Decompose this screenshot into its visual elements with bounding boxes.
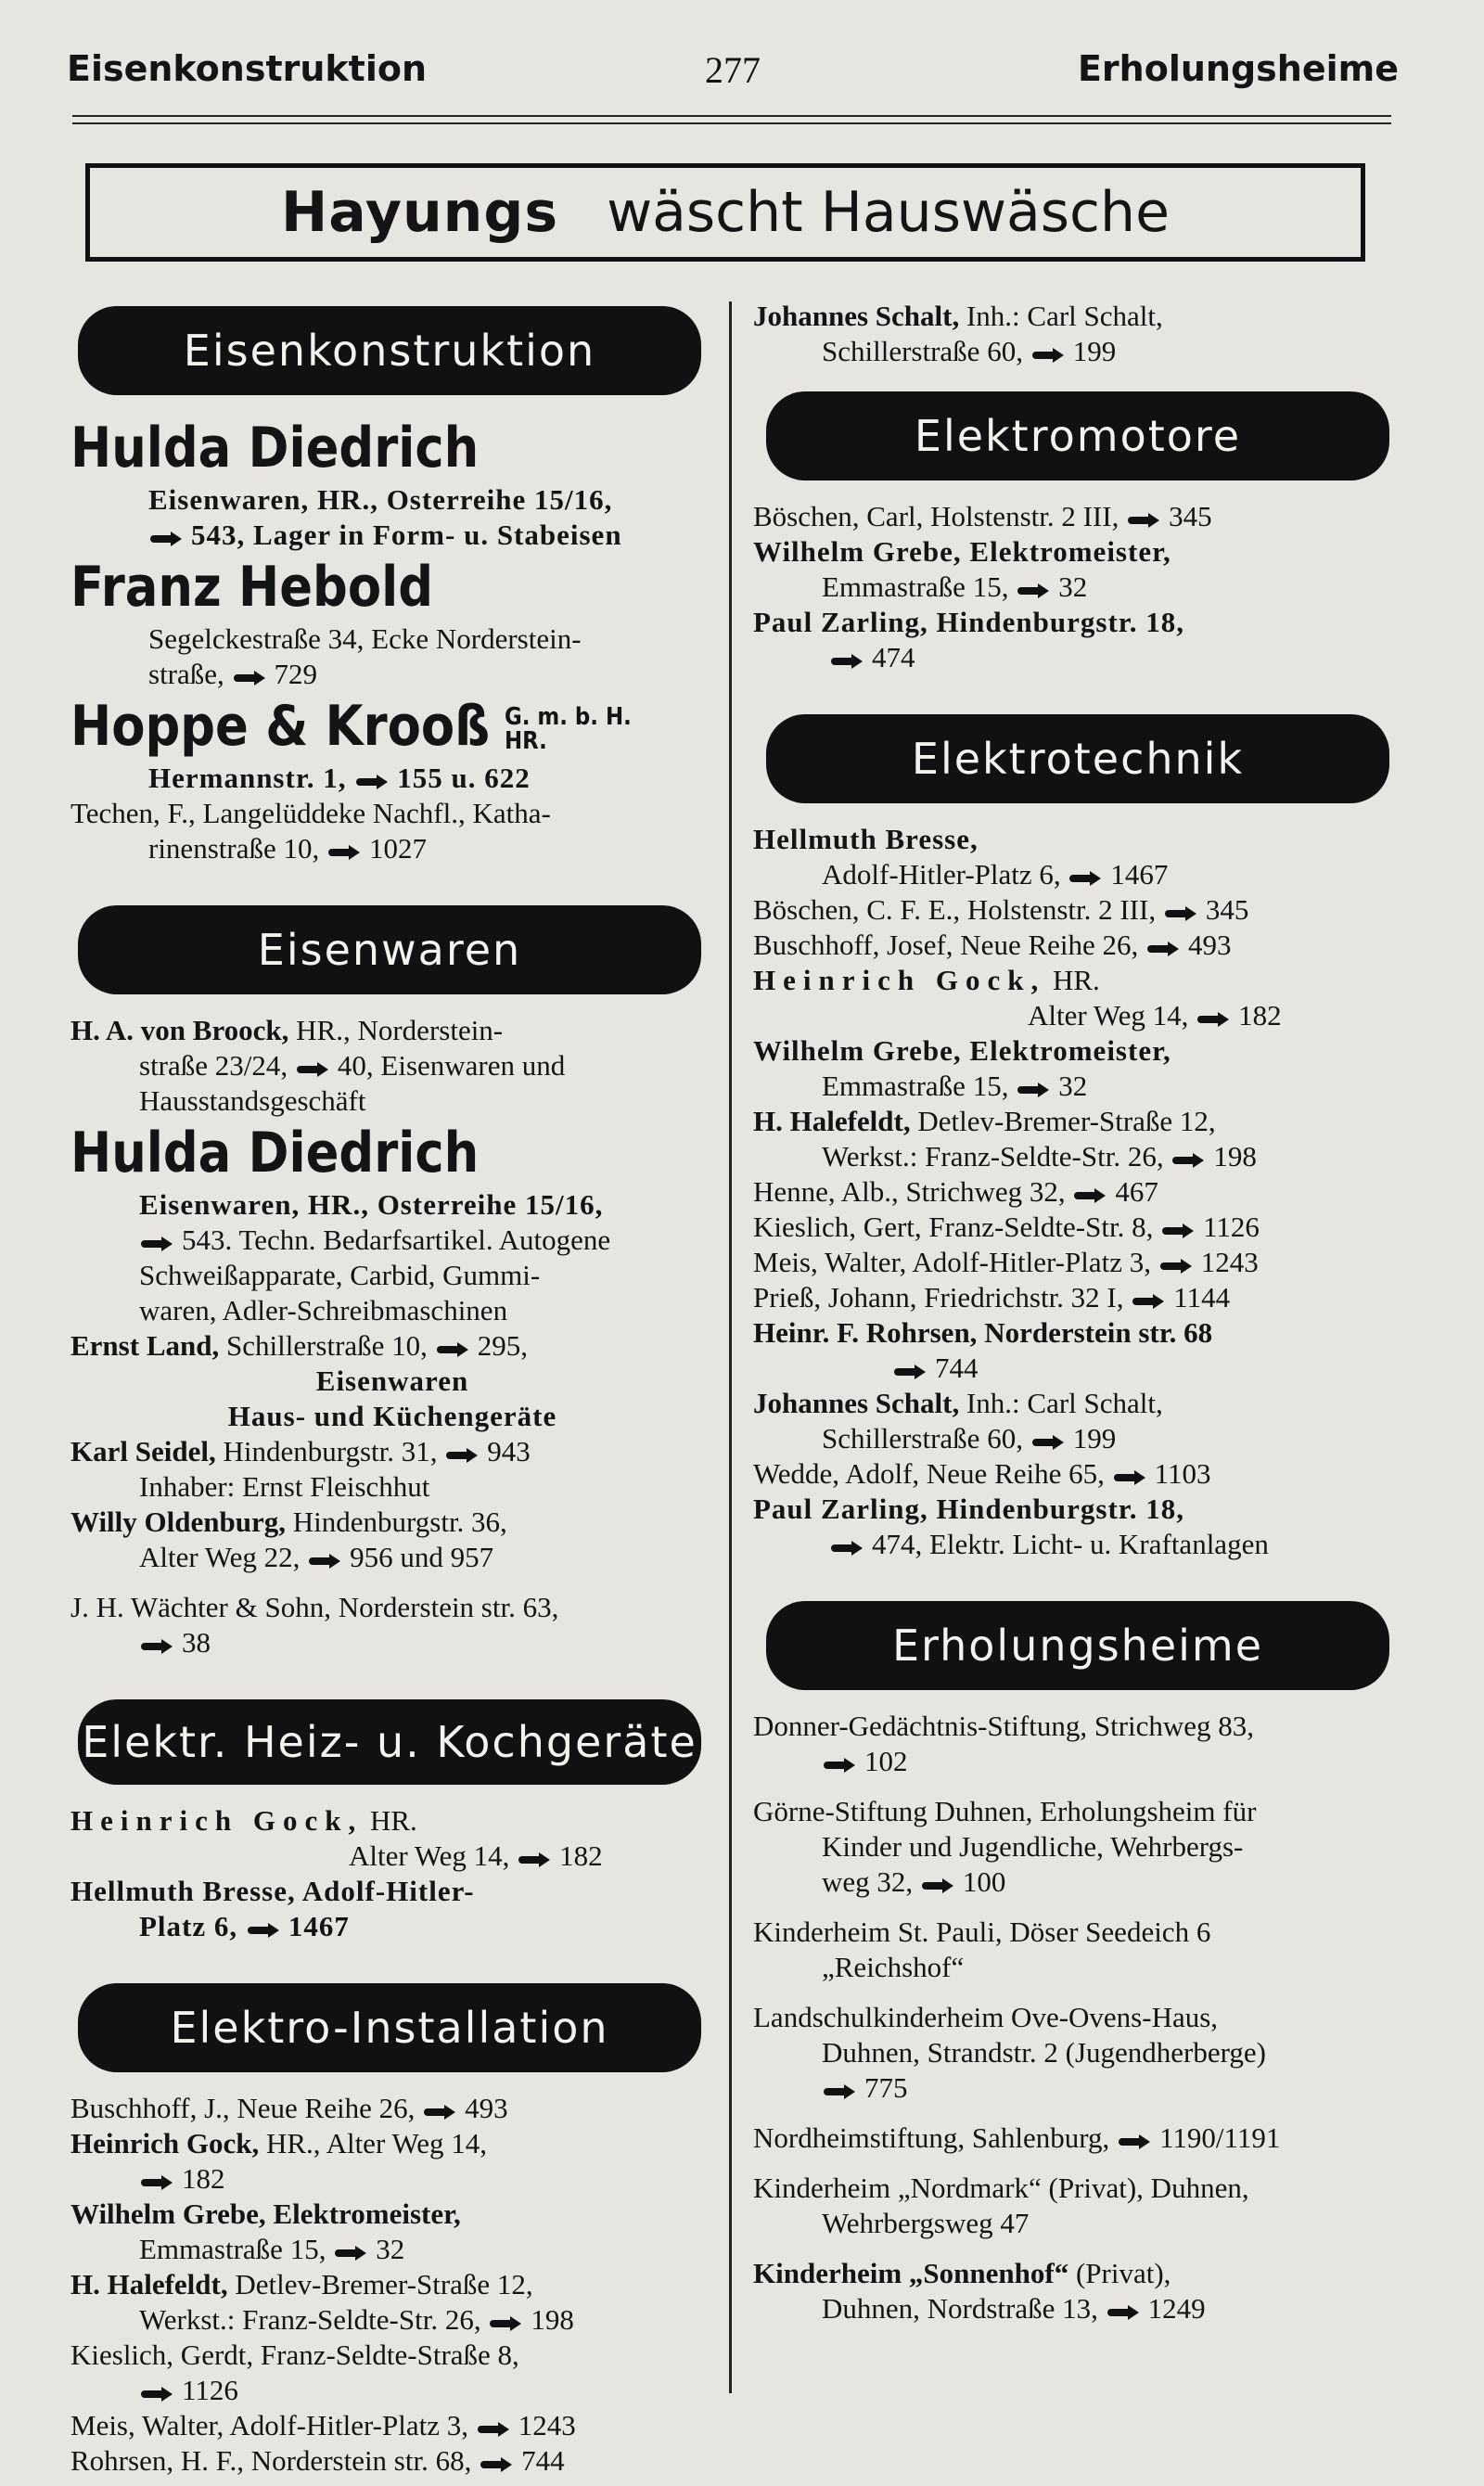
- section-heading-eisenkonstruktion: Eisenkonstruktion: [78, 306, 701, 395]
- entry-line: „Reichshof“: [822, 1951, 965, 1983]
- entry-line: 474, Elektr. Licht- u. Kraftanlagen: [753, 1527, 1406, 1562]
- entry-line: Alter Weg 14, 182: [349, 1839, 603, 1872]
- entry-karl-seidel: [70, 1434, 714, 1505]
- entry-heinrich-gock-3: [753, 963, 1406, 1033]
- entry-line: Emmastraße 15, 32: [139, 2233, 405, 2265]
- entry-name: Hoppe & Krooß G. m. b. H. HR.: [70, 694, 632, 759]
- telephone-symbol-icon: [141, 2173, 173, 2190]
- entry-johannes-schalt-2: [753, 1386, 1406, 1456]
- entry-rohrsen-2: [753, 1315, 1406, 1386]
- entry-halefeldt-1: [70, 2267, 714, 2338]
- entry-line: 1126: [70, 2373, 714, 2408]
- telephone-symbol-icon: [356, 773, 388, 789]
- entry-line: Segelckestraße 34, Ecke Norderstein-: [148, 622, 582, 655]
- entry-line: rinenstraße 10, 1027: [148, 832, 427, 865]
- entry-buschhoff-josef: Buschhoff, Josef, Neue Reihe 26, 493: [753, 929, 1232, 961]
- entry-line: Heinrich Gock, HR.: [753, 964, 1100, 996]
- banner-slogan: wäscht Hauswäsche: [607, 180, 1170, 245]
- entry-line: Kinder und Jugendliche, Wehrbergs-: [822, 1830, 1244, 1863]
- entry-techen: [70, 796, 714, 866]
- page-number: 277: [705, 49, 761, 91]
- entry-line: Johannes Schalt, Inh.: Carl Schalt,: [753, 300, 1163, 332]
- entry-line: Schillerstraße 60, 199: [822, 1422, 1117, 1454]
- left-column: [70, 299, 714, 2479]
- entry-franz-hebold: [70, 553, 714, 692]
- section-heading-heiz-kochgeraete: Elektr. Heiz- u. Kochgeräte: [78, 1699, 701, 1785]
- entry-hulda-diedrich-2: [70, 1119, 714, 1328]
- telephone-symbol-icon: [234, 669, 265, 686]
- entry-line: Kinderheim St. Pauli, Döser Seedeich 6: [753, 1916, 1211, 1948]
- entry-line: Eisenwaren, HR., Osterreihe 15/16,: [139, 1188, 604, 1221]
- telephone-symbol-icon: [1197, 1010, 1229, 1027]
- telephone-symbol-icon: [894, 1363, 926, 1379]
- header-right-keyword: Erholungsheime: [1077, 48, 1399, 89]
- entry-line: Duhnen, Nordstraße 13, 1249: [822, 2292, 1206, 2325]
- entry-line: Hellmuth Bresse, Adolf-Hitler-: [70, 1875, 475, 1907]
- entry-line: Paul Zarling, Hindenburgstr. 18,: [753, 1493, 1184, 1525]
- entry-meis-1: Meis, Walter, Adolf-Hitler-Platz 3, 1243: [70, 2409, 576, 2441]
- telephone-symbol-icon: [1132, 1292, 1164, 1309]
- entry-line: 775: [753, 2070, 1406, 2106]
- entry-line: 543. Techn. Bedarfsartikel. Autogene: [70, 1223, 714, 1258]
- entry-line: Wilhelm Grebe, Elektromeister,: [753, 1034, 1171, 1067]
- entry-line: Johannes Schalt, Inh.: Carl Schalt,: [753, 1387, 1163, 1419]
- telephone-symbol-icon: [1017, 582, 1049, 598]
- entry-paul-zarling-1: [753, 605, 1406, 675]
- entry-name: Hulda Diedrich: [70, 1121, 480, 1185]
- entry-line: Hermannstr. 1, 155 u. 622: [148, 762, 531, 794]
- entry-line: Inhaber: Ernst Fleischhut: [139, 1470, 430, 1503]
- entry-boeschen-carl: Böschen, Carl, Holstenstr. 2 III, 345: [753, 500, 1212, 532]
- entry-line: straße 23/24, 40, Eisenwaren und: [139, 1049, 566, 1082]
- telephone-symbol-icon: [297, 1060, 328, 1077]
- telephone-symbol-icon: [309, 1552, 340, 1569]
- entry-line: straße, 729: [148, 658, 318, 690]
- entry-hellmuth-bresse-1: [70, 1874, 714, 1944]
- telephone-symbol-icon: [824, 2082, 855, 2099]
- entry-priess: Prieß, Johann, Friedrichstr. 32 I, 1144: [753, 1281, 1231, 1313]
- entry-line: Donner-Gedächtnis-Stiftung, Strichweg 83,: [753, 1710, 1255, 1742]
- entry-line: Heinrich Gock, HR., Alter Weg 14,: [70, 2127, 487, 2159]
- entry-paul-zarling-2: [753, 1492, 1406, 1562]
- telephone-symbol-icon: [1172, 1151, 1204, 1168]
- entry-wilhelm-grebe-3: [753, 1033, 1406, 1104]
- entry-line: waren, Adler-Schreibmaschinen: [139, 1294, 508, 1326]
- entry-kinderheim-nordmark: [753, 2171, 1406, 2241]
- entry-line: Paul Zarling, Hindenburgstr. 18,: [753, 606, 1184, 638]
- telephone-symbol-icon: [1074, 1186, 1106, 1203]
- entry-line: Heinrich Gock, HR.: [70, 1804, 417, 1837]
- entry-ernst-land: [70, 1328, 714, 1434]
- entry-line: 744: [753, 1351, 1406, 1386]
- entry-landschulkinderheim: [753, 2000, 1406, 2106]
- telephone-symbol-icon: [478, 2420, 509, 2437]
- entry-line: Duhnen, Strandstr. 2 (Jugendherberge): [822, 2036, 1266, 2069]
- telephone-symbol-icon: [141, 1235, 173, 1251]
- entry-heinrich-gock-1: [70, 1803, 714, 1874]
- entry-line: J. H. Wächter & Sohn, Norderstein str. 63,: [70, 1591, 559, 1623]
- telephone-symbol-icon: [1017, 1081, 1049, 1097]
- telephone-symbol-icon: [824, 1756, 855, 1773]
- section-heading-eisenwaren: Eisenwaren: [78, 905, 701, 994]
- telephone-symbol-icon: [1160, 1257, 1192, 1274]
- entry-line: Wehrbergsweg 47: [822, 2207, 1030, 2239]
- entry-henne: Henne, Alb., Strichweg 32, 467: [753, 1175, 1158, 1208]
- telephone-symbol-icon: [150, 530, 182, 546]
- entry-line: Karl Seidel, Hindenburgstr. 31, 943: [70, 1435, 531, 1467]
- section-heading-elektrotechnik: Elektrotechnik: [766, 714, 1389, 803]
- entry-line: Alter Weg 22, 956 und 957: [139, 1541, 494, 1573]
- entry-hellmuth-bresse-2: [753, 822, 1406, 892]
- entry-kieslich-1: [70, 2338, 714, 2408]
- entry-wilhelm-grebe-2: [753, 534, 1406, 605]
- entry-kinderheim-sonnenhof: [753, 2256, 1406, 2326]
- entry-line: Adolf-Hitler-Platz 6, 1467: [822, 858, 1169, 891]
- header-rule-top: [72, 115, 1391, 117]
- header-rule-bottom: [72, 122, 1391, 124]
- entry-line: Emmastraße 15, 32: [822, 1070, 1088, 1102]
- entry-line: Techen, F., Langelüddeke Nachfl., Katha-: [70, 797, 551, 829]
- telephone-symbol-icon: [1069, 869, 1101, 886]
- entry-line: 102: [753, 1744, 1406, 1779]
- telephone-symbol-icon: [1119, 2133, 1150, 2149]
- telephone-symbol-icon: [424, 2103, 455, 2120]
- entry-goerne-stiftung: [753, 1794, 1406, 1900]
- entry-line: Wilhelm Grebe, Elektromeister,: [753, 535, 1171, 568]
- entry-donner-stiftung: [753, 1709, 1406, 1779]
- entry-wilhelm-grebe-1: [70, 2197, 714, 2267]
- telephone-symbol-icon: [335, 2244, 366, 2261]
- section-heading-elektro-installation: Elektro-Installation: [78, 1983, 701, 2072]
- entry-halefeldt-2: [753, 1104, 1406, 1174]
- entry-line: Kieslich, Gerdt, Franz-Seldte-Straße 8,: [70, 2339, 519, 2371]
- telephone-symbol-icon: [1165, 904, 1196, 921]
- entry-heinrich-gock-2: [70, 2126, 714, 2197]
- entry-willy-oldenburg: [70, 1505, 714, 1575]
- entry-line: Kinderheim „Nordmark“ (Privat), Duhnen,: [753, 2172, 1249, 2204]
- entry-johannes-schalt-1: [753, 299, 1406, 369]
- telephone-symbol-icon: [1128, 511, 1159, 528]
- entry-line: Schweißapparate, Carbid, Gummi-: [139, 1259, 541, 1291]
- entry-line: Wilhelm Grebe, Elektromeister,: [70, 2198, 461, 2230]
- telephone-symbol-icon: [1162, 1222, 1194, 1238]
- telephone-symbol-icon: [446, 1446, 478, 1463]
- entry-line: Ernst Land, Schillerstraße 10, 295,: [70, 1329, 528, 1362]
- column-divider: [729, 301, 732, 2393]
- advertisement-banner: [85, 163, 1365, 262]
- entry-waechter: [70, 1590, 714, 1660]
- entry-line: Willy Oldenburg, Hindenburgstr. 36,: [70, 1506, 507, 1538]
- entry-kinderheim-st-pauli: [753, 1915, 1406, 1985]
- entry-line: Kinderheim „Sonnenhof“ (Privat),: [753, 2257, 1171, 2289]
- telephone-symbol-icon: [1147, 940, 1179, 956]
- entry-line: Emmastraße 15, 32: [822, 570, 1088, 603]
- right-column: [753, 299, 1406, 2326]
- entry-line: 38: [70, 1625, 714, 1660]
- entry-line: Landschulkinderheim Ove-Ovens-Haus,: [753, 2001, 1219, 2033]
- entry-name: Hulda Diedrich: [70, 416, 480, 481]
- telephone-symbol-icon: [141, 1637, 173, 1654]
- banner-brand: Hayungs: [281, 180, 559, 245]
- telephone-symbol-icon: [1114, 1468, 1145, 1485]
- entry-hulda-diedrich-1: [70, 414, 714, 553]
- entry-line: Platz 6, 1467: [139, 1910, 350, 1942]
- entry-line: Alter Weg 14, 182: [1028, 999, 1282, 1032]
- telephone-symbol-icon: [831, 652, 863, 669]
- telephone-symbol-icon: [437, 1340, 468, 1357]
- telephone-symbol-icon: [490, 2314, 521, 2331]
- entry-rohrsen-1: Rohrsen, H. F., Norderstein str. 68, 744: [70, 2444, 565, 2477]
- entry-line: weg 32, 100: [822, 1865, 1006, 1898]
- telephone-symbol-icon: [248, 1921, 279, 1938]
- entry-nordheimstiftung: Nordheimstiftung, Sahlenburg, 1190/1191: [753, 2121, 1281, 2154]
- telephone-symbol-icon: [518, 1851, 550, 1867]
- entry-name: Franz Hebold: [70, 555, 434, 620]
- entry-line: Görne-Stiftung Duhnen, Erholungsheim für: [753, 1795, 1257, 1827]
- entry-hoppe-krooss: [70, 692, 714, 796]
- entry-line: 543, Lager in Form- u. Stabeisen: [70, 518, 714, 553]
- section-heading-erholungsheime: Erholungsheime: [766, 1601, 1389, 1690]
- entry-line: Schillerstraße 60, 199: [822, 335, 1117, 367]
- entry-line: 474: [753, 640, 1406, 675]
- entry-line: Hausstandsgeschäft: [139, 1084, 366, 1117]
- entry-line: Hellmuth Bresse,: [753, 823, 979, 855]
- entry-line: Werkst.: Franz-Seldte-Str. 26, 198: [822, 1140, 1257, 1173]
- telephone-symbol-icon: [1032, 1433, 1064, 1450]
- section-heading-elektromotore: Elektromotore: [766, 391, 1389, 481]
- telephone-symbol-icon: [831, 1539, 863, 1556]
- telephone-symbol-icon: [922, 1877, 953, 1893]
- telephone-symbol-icon: [328, 843, 360, 860]
- entry-meis-2: Meis, Walter, Adolf-Hitler-Platz 3, 1243: [753, 1246, 1259, 1278]
- entry-line: Eisenwaren: [315, 1365, 469, 1397]
- entry-wedde: Wedde, Adolf, Neue Reihe 65, 1103: [753, 1457, 1211, 1490]
- telephone-symbol-icon: [141, 2385, 173, 2402]
- telephone-symbol-icon: [1107, 2303, 1139, 2320]
- entry-line: Heinr. F. Rohrsen, Norderstein str. 68: [753, 1316, 1213, 1349]
- entry-buschhoff: Buschhoff, J., Neue Reihe 26, 493: [70, 2092, 508, 2124]
- entry-line: H. Halefeldt, Detlev-Bremer-Straße 12,: [753, 1105, 1216, 1137]
- entry-line: Eisenwaren, HR., Osterreihe 15/16,: [148, 483, 613, 516]
- entry-line: H. Halefeldt, Detlev-Bremer-Straße 12,: [70, 2268, 533, 2300]
- entry-line: Haus- und Küchengeräte: [227, 1400, 557, 1432]
- entry-boeschen-cfe: Böschen, C. F. E., Holstenstr. 2 III, 345: [753, 893, 1249, 926]
- entry-line: Werkst.: Franz-Seldte-Str. 26, 198: [139, 2303, 574, 2336]
- telephone-symbol-icon: [1032, 346, 1064, 363]
- running-head: [67, 48, 1399, 104]
- header-left-keyword: Eisenkonstruktion: [67, 48, 428, 89]
- entry-line: H. A. von Broock, HR., Norderstein-: [70, 1014, 504, 1046]
- entry-line: 182: [70, 2161, 714, 2197]
- entry-von-broock: [70, 1013, 714, 1119]
- telephone-symbol-icon: [480, 2455, 512, 2472]
- entry-kieslich-2: Kieslich, Gert, Franz-Seldte-Str. 8, 1126: [753, 1211, 1260, 1243]
